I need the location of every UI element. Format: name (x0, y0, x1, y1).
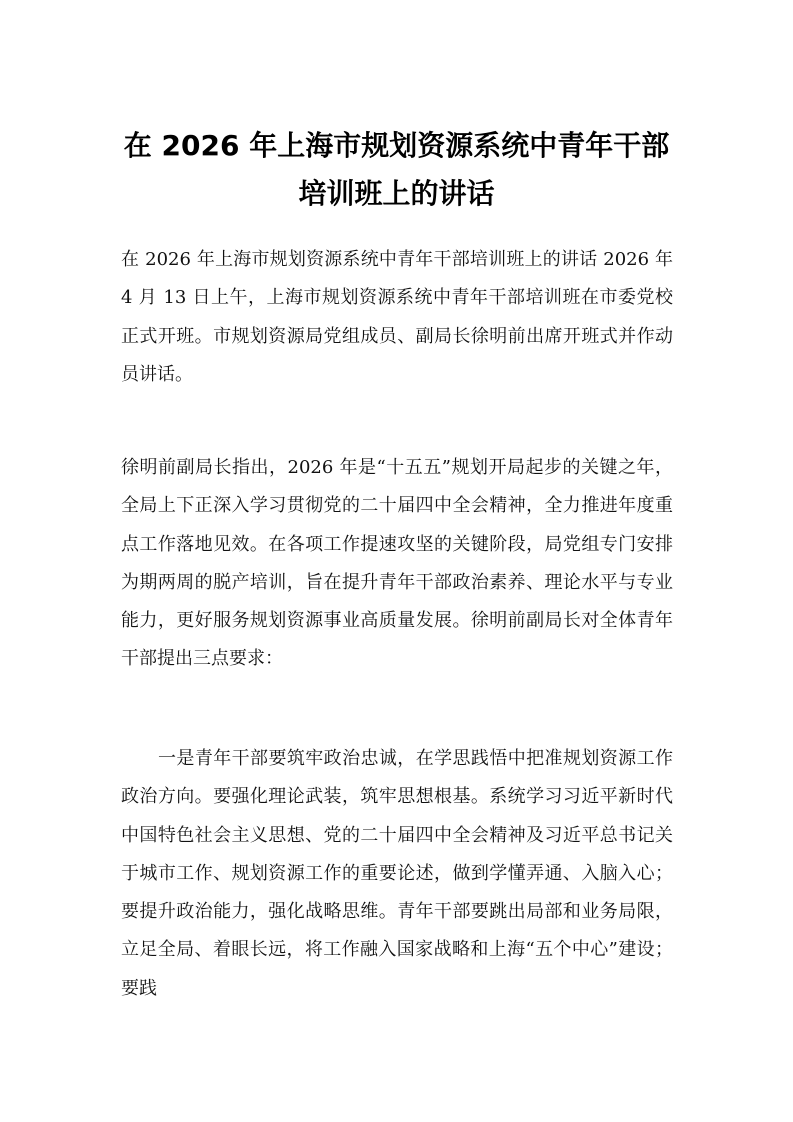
document-title-line-1: 在 2026 年上海市规划资源系统中青年干部 (123, 129, 670, 162)
paragraph-intro: 在 2026 年上海市规划资源系统中青年干部培训班上的讲话 2026 年 4 月 13 日上午，上海市规划资源系统中青年干部培训班在市委党校正式开班。市规划资源局党组成员、副局长徐明前出席开班式并作动员讲话。 (121, 249, 673, 385)
paragraph-requirement-one: 一是青年干部要筑牢政治忠诚，在学思践悟中把准规划资源工作政治方向。要强化理论武装，筑牢思想根基。系统学习习近平新时代中国特色社会主义思想、党的二十届四中全会精神及习近平总书记关于城市工作、规划资源工作的重要论述，做到学懂弄通、入脑入心；要提升政治能力，强化战略思维。青年干部要跳出局部和业务局限，立足全局、着眼长远，将工作融入国家战略和上海“五个中心”建设；要践 (121, 748, 673, 999)
document-title-line-2: 培训班上的讲话 (298, 177, 495, 210)
paragraph-remarks: 徐明前副局长指出，2026 年是“十五五”规划开局起步的关键之年，全局上下正深入学习贯彻党的二十届四中全会精神，全力推进年度重点工作落地见效。在各项工作提速攻坚的关键阶段，局党组专门安排为期两周的脱产培训，旨在提升青年干部政治素养、理论水平与专业能力，更好服务规划资源事业高质量发展。徐明前副局长对全体青年干部提出三点要求： (121, 457, 673, 670)
